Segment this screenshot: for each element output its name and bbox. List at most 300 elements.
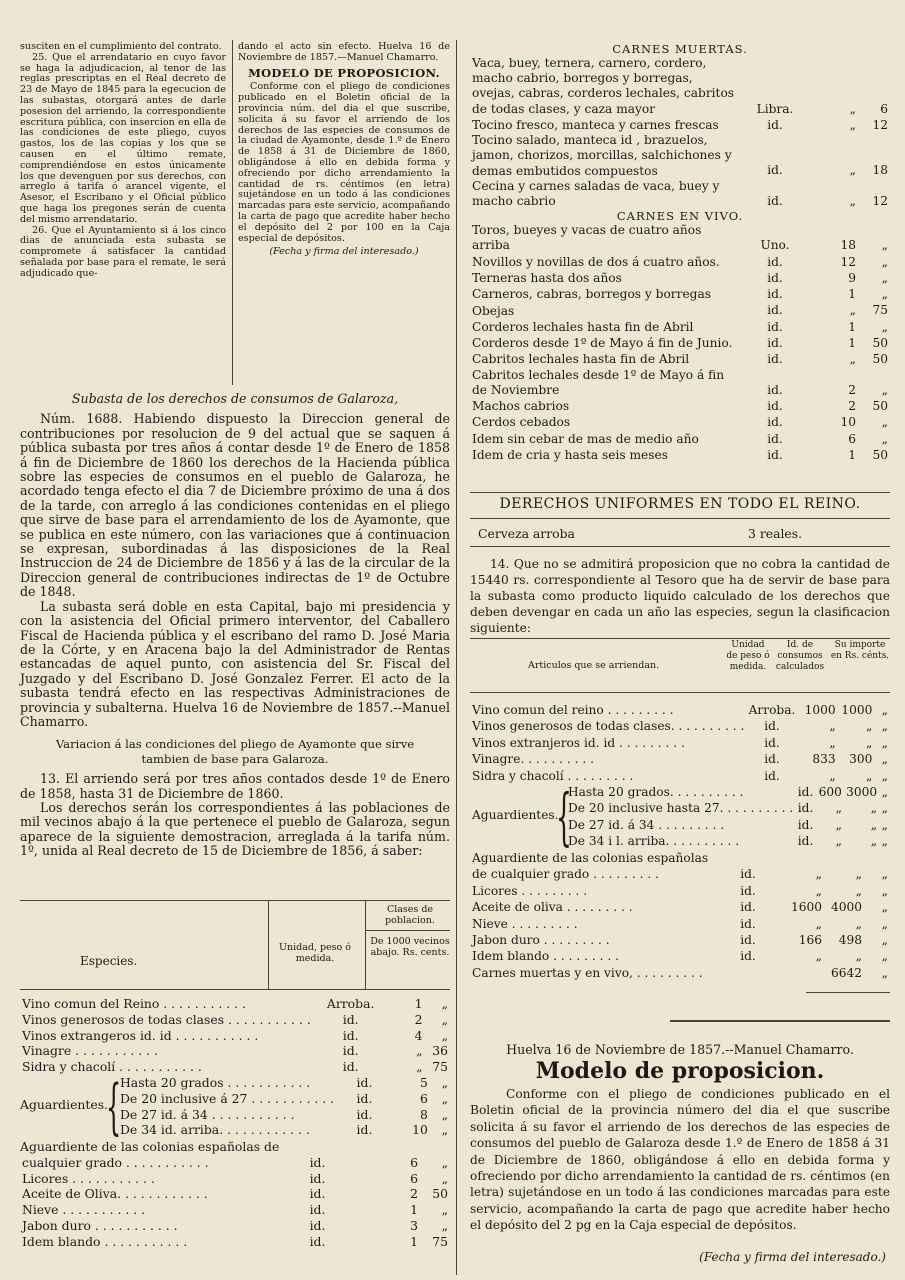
table-row xyxy=(470,414,890,430)
table-15-body xyxy=(470,702,890,992)
header-unit: Unidad de peso ó medida. xyxy=(726,640,770,672)
consumos-cell: „ xyxy=(829,719,836,734)
value-cell: „ xyxy=(849,117,856,132)
article-name: de cualquier grado . . . . . . . . . xyxy=(472,867,659,882)
cents-cell: 75 xyxy=(432,1059,448,1075)
cents-cell: „ xyxy=(881,916,888,931)
article-name: De 27 id. á 34 . . . . . . . . . xyxy=(568,817,725,832)
cents-cell: „ xyxy=(441,1106,448,1122)
subasta-section xyxy=(20,391,450,859)
cents-cell: „ xyxy=(441,1202,448,1218)
cents-cell: „ xyxy=(881,431,888,446)
article-name: Cerdos cebados xyxy=(472,415,571,430)
importe-cell: „ xyxy=(855,916,862,931)
table-row xyxy=(470,368,890,398)
subasta-paragraph-1: Núm. 1688. Habiendo dispuesto la Direccion general de contribuciones por resolucion de 9 del actual que se saquen á pública subasta por tres años á contar desde 1º de Enero de 1858 á fin de Diciembre de 1860 los derechos de la Hacienda pública sobre las especies de consumos en el pueblo de Galaroza, he acordado tenga efecto el dia 7 de Diciembre próximo de una á dos de la tarde, con arreglo á las condiciones contenidas en el pliego que sirve de base para el arrendamiento de los de Ayamonte, que se publica en este número, con las variaciones que á continuacion se expresan, subordinadas á las disposiciones de la Real Instruccion de 24 de Diciembre de 1856 y á las de la circular de la Direccion general de contribuciones indirectas de 1º de Octubre de 1848. xyxy=(20,411,450,600)
cents-cell: „ xyxy=(441,1154,448,1170)
species-name: Licores . . . . . . . . . . . xyxy=(22,1170,155,1186)
table-row xyxy=(470,302,890,318)
table-row xyxy=(470,932,890,948)
value-cell: 1 xyxy=(848,447,856,462)
article-name: Carneros, cabras, borregos y borregas xyxy=(472,287,711,302)
value-cell: 4 xyxy=(414,1027,423,1043)
table-row xyxy=(566,800,890,816)
unit-cell: id. xyxy=(764,752,780,767)
species-name: Vino comun del Reino . . . . . . . . . . . xyxy=(22,996,246,1011)
condition-14-text: 14. Que no se admitirá proposicion que no cobra la cantidad de 15440 rs. correspondiente al Tesoro que ha de servir de base para la subasta como producto liquido calculado de los derechos que deben devengar en cada un año las especies, segun la clasificacion siguiente: xyxy=(470,557,890,635)
value-cell: 6 xyxy=(410,1154,418,1170)
consumos-cell: „ xyxy=(815,867,822,882)
importe-cell: „ xyxy=(855,867,862,882)
value-cell: 3 xyxy=(410,1217,418,1233)
article-name: De 20 inclusive hasta 27. . . . . . . . . . xyxy=(568,801,794,816)
table-row xyxy=(118,1091,450,1107)
article-name: Vino comun del reino . . . . . . . . . xyxy=(472,703,674,717)
article-name: Cabritos lechales hasta fin de Abril xyxy=(472,352,690,367)
consumos-cell: 1000 xyxy=(804,703,836,717)
table-row xyxy=(470,270,890,286)
article-name: Novillos y novillas de dos á cuatro años. xyxy=(472,254,720,269)
consumos-cell: 833 xyxy=(812,752,836,767)
rule xyxy=(670,1020,890,1022)
cents-cell: 50 xyxy=(872,399,888,414)
unit-cell: id. xyxy=(342,1011,359,1027)
consumos-cell: „ xyxy=(835,817,842,832)
aguardientes-group xyxy=(20,1071,450,1142)
importe-cell: „ xyxy=(855,883,862,898)
cents-cell: „ xyxy=(881,785,888,800)
rule xyxy=(470,492,890,493)
table-row xyxy=(470,447,890,463)
cerveza-label: Cerveza arroba xyxy=(478,526,575,541)
table-row xyxy=(470,398,890,414)
unit-cell: id. xyxy=(767,193,783,208)
table-row xyxy=(20,1202,450,1218)
unit-cell: id. xyxy=(740,883,756,898)
table-row xyxy=(470,223,890,253)
table-row xyxy=(470,286,890,302)
table-13-header xyxy=(20,900,450,992)
importe-cell: „ xyxy=(870,834,878,849)
importe-cell: 300 xyxy=(849,752,873,767)
cents-cell: „ xyxy=(881,719,888,734)
header-species: Especies. xyxy=(80,954,138,968)
table-row xyxy=(20,1218,450,1234)
species-name: cualquier grado . . . . . . . . . . . xyxy=(22,1154,209,1170)
article-name: Carnes muertas y en vivo, . . . . . . . . . xyxy=(472,965,703,980)
article-name: Vinos generosos de todas clases. . . . . . . . . . xyxy=(472,719,745,734)
value-cell: 1 xyxy=(410,1202,418,1218)
unit-cell: id. xyxy=(342,1043,359,1059)
importe-cell: „ xyxy=(866,719,873,734)
species-name: Aceite de Oliva. . . . . . . . . . . . xyxy=(22,1186,208,1202)
table-row xyxy=(470,965,890,981)
species-name: Sidra y chacolí . . . . . . . . . . . xyxy=(22,1059,202,1075)
table-row xyxy=(118,1107,450,1123)
header-class: Clases de poblacion. xyxy=(385,904,435,926)
article-name: Toros, bueyes y vacas de cuatro años arriba xyxy=(472,223,702,253)
unit-cell: Uno. xyxy=(760,238,790,253)
model-galaroza xyxy=(470,1086,890,1246)
aguardientes-label: Aguardientes. xyxy=(20,1096,108,1112)
unit-cell: id. xyxy=(740,949,756,964)
cents-cell: „ xyxy=(441,1011,448,1027)
importe-cell: 1000 xyxy=(841,703,873,717)
unit-cell: id. xyxy=(767,431,783,446)
consumos-cell: „ xyxy=(835,801,842,816)
unit-cell xyxy=(722,965,774,981)
article-name: Idem de cria y hasta seis meses xyxy=(472,448,668,462)
unit-cell: Libra. xyxy=(756,101,794,116)
table-row xyxy=(470,335,890,351)
article-name: Machos cabrios xyxy=(472,399,570,414)
cents-cell: 50 xyxy=(432,1186,448,1202)
cerveza-value: 3 reales. xyxy=(748,526,803,541)
table-row xyxy=(470,319,890,335)
cents-cell: 50 xyxy=(872,352,888,367)
header-value: De 1000 vecinos abajo. Rs. cents. xyxy=(370,936,450,958)
unit-cell: id. xyxy=(767,254,783,269)
species-name: De 34 id. arriba. . . . . . . . . . . . xyxy=(120,1122,310,1138)
header-unit: Unidad, peso ó medida. xyxy=(278,942,352,964)
cents-cell: 75 xyxy=(432,1233,448,1249)
value-cell: „ xyxy=(849,352,856,367)
cents-cell: „ xyxy=(441,1074,448,1090)
closing-line: Huelva 16 de Noviembre de 1857.--Manuel Chamarro. xyxy=(506,1042,854,1057)
value-cell: 9 xyxy=(848,270,856,285)
value-cell: 2 xyxy=(848,382,856,397)
table-row xyxy=(470,883,890,899)
signature-galaroza: (Fecha y firma del interesado.) xyxy=(699,1250,886,1264)
table-row xyxy=(118,1122,450,1138)
table-row xyxy=(20,996,450,1012)
cents-cell: „ xyxy=(881,817,888,832)
value-cell: „ xyxy=(849,163,856,178)
cents-cell: „ xyxy=(881,900,888,915)
article-name: De 34 i l. arriba. . . . . . . . . . xyxy=(568,834,740,849)
table-row xyxy=(470,117,890,133)
unit-cell: id. xyxy=(356,1074,373,1090)
value-cell: 5 xyxy=(420,1074,428,1090)
article-name: Sidra y chacolí . . . . . . . . . xyxy=(472,768,634,783)
importe-cell: 3000 xyxy=(846,785,878,800)
consumos-cell: „ xyxy=(815,916,822,931)
model-text-galaroza: Conforme con el pliego de condiciones publicado en el Boletin oficial de la provincia número del dia el que suscribe solicita á su favor el arriendo de los derechos de las especies de consumos del pueblo de Galaroza desde 1.º de Enero de 1858 á 31 de Diciembre de 1860, obligándose á ello en debida forma y ofreciendo por dicho arrendamiento la cantidad de rs. céntimos (en letra) sujetándose en un todo á las condiciones marcadas para este servicio, acompañando la carta de pago que acredite haber hecho el depósito del 2 pg en la Caja especial de depósitos. xyxy=(470,1087,890,1233)
species-name: De 27 id. á 34 . . . . . . . . . . . xyxy=(120,1106,295,1122)
value-cell: 18 xyxy=(840,238,856,253)
rule xyxy=(470,518,890,519)
consumos-cell: „ xyxy=(815,883,822,898)
article-name: Corderos lechales hasta fin de Abril xyxy=(472,319,694,334)
cents-cell: 50 xyxy=(872,447,888,462)
cents-cell: „ xyxy=(441,1090,448,1106)
table-row xyxy=(20,1155,450,1171)
cents-cell: „ xyxy=(881,768,888,783)
cents-cell: „ xyxy=(881,965,888,980)
table-row xyxy=(20,1171,450,1187)
paragraph-26: 26. Que el Ayuntamiento si á los cinco dias de anunciada esta subasta se compromete á satisfacer la cantidad señalada por base para el remate, le será adjudicado que- xyxy=(20,224,226,279)
consumos-cell: „ xyxy=(835,834,842,849)
unit-cell: id. xyxy=(767,270,783,285)
consumos-cell: „ xyxy=(815,949,822,964)
value-cell: 2 xyxy=(848,399,856,414)
article-name: Idem sin cebar de mas de medio año xyxy=(472,431,699,446)
value-cell: „ xyxy=(416,1043,423,1059)
value-cell: 6 xyxy=(410,1170,418,1186)
cents-cell: „ xyxy=(881,319,888,334)
table-row xyxy=(470,916,890,932)
value-cell: „ xyxy=(849,101,856,116)
unit-cell: id. xyxy=(767,163,783,178)
table-row xyxy=(470,948,890,964)
table-row xyxy=(470,431,890,447)
article-name: Tocino salado, manteca id , brazuelos, jamon, chorizos, morcillas, salchichones y demas embutidos compuestos xyxy=(472,133,732,178)
article-name: Cecina y carnes saladas de vaca, buey y macho cabrio xyxy=(472,178,720,208)
cents-cell: 6 xyxy=(880,101,888,116)
brace-icon: { xyxy=(106,1071,122,1142)
consumos-cell: 600 xyxy=(818,785,842,800)
species-name: Idem blando . . . . . . . . . . . xyxy=(22,1233,188,1249)
value-cell: 6 xyxy=(420,1090,428,1106)
value-cell: 2 xyxy=(410,1186,418,1202)
signature-ayamonte: (Fecha y firma del interesado.) xyxy=(269,246,419,258)
header-consumos: Id. de consumos calculados xyxy=(775,640,825,672)
cerveza-row xyxy=(478,526,878,541)
cents-cell: „ xyxy=(441,1027,448,1043)
species-name: De 20 inclusive á 27 . . . . . . . . . . . xyxy=(120,1090,335,1106)
importe-cell: „ xyxy=(866,768,873,783)
cents-cell: „ xyxy=(441,1170,448,1186)
table-row xyxy=(470,179,890,209)
unit-cell: id. xyxy=(309,1186,326,1202)
condition-13-b: Los derechos serán los correspondientes á las poblaciones de mil vecinos abajo á la que pertenece el pueblo de Galaroza, segun aparece de la siguiente demostracion, arreglada á la tarifa núm. 1º, unida al Real decreto de 15 de Diciembre de 1856, á saber: xyxy=(20,799,450,859)
table-row xyxy=(20,1234,450,1250)
unit-cell: id. xyxy=(356,1106,373,1122)
unit-cell: Arroba. xyxy=(748,703,796,717)
value-cell: 1 xyxy=(848,287,856,302)
cents-cell: 75 xyxy=(872,303,888,318)
importe-cell: „ xyxy=(870,817,878,832)
colonias-label: Aguardiente de las colonias españolas xyxy=(472,851,709,866)
consumos-cell: 1600 xyxy=(790,900,822,915)
unit-cell: id. xyxy=(767,352,783,367)
unit-cell: id. xyxy=(767,287,783,302)
value-cell: 8 xyxy=(420,1106,428,1122)
cents-cell: „ xyxy=(881,735,888,750)
article-name: Terneras hasta dos años xyxy=(472,270,622,285)
unit-cell: id. xyxy=(767,336,783,351)
cents-cell: „ xyxy=(881,867,888,882)
table-row xyxy=(20,1012,450,1028)
paragraph-24-end: susciten en el cumplimiento del contrato. xyxy=(20,41,222,52)
cents-cell: „ xyxy=(881,703,888,717)
column-divider-center xyxy=(456,40,457,1275)
colonias-label: Aguardiente de las colonias españolas de xyxy=(20,1138,280,1154)
cents-cell: „ xyxy=(441,996,448,1011)
cents-cell: „ xyxy=(881,801,888,816)
unit-cell: id. xyxy=(764,768,780,783)
value-cell: 1 xyxy=(848,319,856,334)
unit-cell: id. xyxy=(309,1233,326,1249)
column-1 xyxy=(20,42,226,387)
table-15-header xyxy=(470,638,890,696)
species-name: Vinagre . . . . . . . . . . . xyxy=(22,1043,158,1059)
value-cell: „ xyxy=(849,303,856,318)
cents-cell: „ xyxy=(881,949,888,964)
article-name: Aceite de oliva . . . . . . . . . xyxy=(472,900,633,915)
species-name: Nieve . . . . . . . . . . . xyxy=(22,1202,146,1218)
consumos-cell: „ xyxy=(829,768,836,783)
unit-cell: id. xyxy=(797,801,814,816)
derechos-heading: DERECHOS UNIFORMES EN TODO EL REINO. xyxy=(499,496,861,512)
cents-cell: „ xyxy=(881,415,888,430)
table-row xyxy=(20,1028,450,1044)
table-row xyxy=(470,866,890,882)
cents-cell: „ xyxy=(881,270,888,285)
unit-cell: id. xyxy=(767,117,783,132)
value-cell: 1 xyxy=(410,1233,418,1249)
table-row xyxy=(470,751,890,767)
table-row xyxy=(566,833,890,849)
species-name: Vinos extrangeros id. id . . . . . . . . . . . xyxy=(22,1027,259,1043)
brace-icon: { xyxy=(556,780,572,854)
unit-cell: id. xyxy=(342,1027,359,1043)
value-cell: 10 xyxy=(412,1122,428,1138)
table-row xyxy=(470,768,890,784)
unit-cell: id. xyxy=(356,1090,373,1106)
unit-cell: id. xyxy=(740,933,756,948)
unit-cell: id. xyxy=(767,382,783,397)
cents-cell: „ xyxy=(881,287,888,302)
table-row xyxy=(470,702,890,718)
species-name: Hasta 20 grados . . . . . . . . . . . xyxy=(120,1074,311,1090)
value-cell: 12 xyxy=(840,254,856,269)
unit-cell: id. xyxy=(797,785,814,800)
table-row xyxy=(470,351,890,367)
article-name: Idem blando . . . . . . . . . xyxy=(472,949,619,964)
value-cell: 1 xyxy=(848,336,856,351)
condition-13: 13. El arriendo será por tres años contados desde 1º de Enero de 1858, hasta 31 de Diciembre de 1860. xyxy=(20,771,450,801)
aguardientes-group xyxy=(470,780,890,854)
table-row xyxy=(470,254,890,270)
aguardientes-label: Aguardientes. xyxy=(472,808,559,823)
article-name: Vinagre. . . . . . . . . . xyxy=(472,752,595,767)
cents-cell: „ xyxy=(881,382,888,397)
unit-cell: id. xyxy=(740,900,756,915)
unit-cell: id. xyxy=(356,1122,373,1138)
unit-cell: id. xyxy=(740,867,756,882)
consumos-cell xyxy=(774,965,824,981)
cents-cell: „ xyxy=(881,933,888,948)
article-name: Licores . . . . . . . . . xyxy=(472,883,588,898)
species-name: Vinos generosos de todas clases . . . . . . . . . . . xyxy=(22,1011,311,1027)
paragraph-25: 25. Que el arrendatario en cuyo favor se haga la adjudicacion, al tenor de las reglas prescriptas en el Real decreto de 23 de Mayo de 1845 para la egecucion de las subastas, otorgará antes de darle posesion del arriendo, la correspondiente escritura pública, con insercion en ella de las condiciones de este pliego, cuyos gastos, los de las copias y los que se causen en el último remate, comprendiéndose en estos únicamente los que devenguen por sus derechos, con arreglo á tarifa ó arancel vigente, el Asesor, el Escribano y el Oficial público que haga los pregones serán de cuenta del mismo arrendatario. xyxy=(20,51,226,225)
table-row xyxy=(470,56,890,117)
importe-cell: 498 xyxy=(838,933,862,948)
cents-cell: 12 xyxy=(872,193,888,208)
table-row xyxy=(470,735,890,751)
unit-cell: id. xyxy=(309,1154,326,1170)
importe-cell: „ xyxy=(855,949,862,964)
unit-cell: id. xyxy=(797,834,814,849)
cents-cell: „ xyxy=(881,883,888,898)
rule xyxy=(470,546,890,547)
table-row xyxy=(566,817,890,833)
carnes-muertas-heading: CARNES MUERTAS. xyxy=(612,42,748,56)
unit-cell: id. xyxy=(767,415,783,430)
importe-cell: 6642 xyxy=(830,965,862,980)
article-name: Obejas xyxy=(472,303,515,318)
unit-cell: id. xyxy=(767,447,783,462)
unit-cell: id. xyxy=(764,719,780,734)
model-title-ayamonte: MODELO DE PROPOSICION. xyxy=(248,65,440,80)
table-row xyxy=(20,1059,450,1075)
unit-cell: id. xyxy=(309,1217,326,1233)
subasta-title: Subasta de los derechos de consumos de Galaroza, xyxy=(71,391,399,406)
cents-cell: „ xyxy=(441,1122,448,1138)
article-name: Nieve . . . . . . . . . xyxy=(472,916,578,931)
table-row xyxy=(20,1186,450,1202)
unit-cell: id. xyxy=(797,817,814,832)
cents-cell: „ xyxy=(881,238,888,253)
article-name: Vinos extranjeros id. id . . . . . . . . . xyxy=(472,735,685,750)
article-name: Jabon duro . . . . . . . . . xyxy=(472,933,610,948)
table-row xyxy=(566,784,890,800)
unit-cell: id. xyxy=(767,303,783,318)
value-cell: 6 xyxy=(848,431,856,446)
article-name: Hasta 20 grados. . . . . . . . . . xyxy=(568,785,744,800)
rule xyxy=(806,992,890,993)
cents-cell: „ xyxy=(881,752,888,767)
cents-cell: 12 xyxy=(872,117,888,132)
subasta-paragraph-2: La subasta será doble en esta Capital, bajo mi presidencia y con la asistencia del Oficial primero interventor, del Caballero Fiscal de Hacienda pública y el escribano del ramo D. José Maria de la Córte, y en Aracena bajo la del Administrador de Rentas estancadas de aquel punto, con asistencia del Sr. Fiscal del Juzgado y del Escribano D. José Gonzalez Ferrer. El acto de la subasta tendrá efecto en las respectivas Administraciones de provincia y subalterna. Huelva 16 de Noviembre de 1857.--Manuel Chamarro. xyxy=(20,598,450,729)
unit-cell: id. xyxy=(309,1202,326,1218)
right-tariff xyxy=(470,42,890,490)
article-name: Corderos desde 1º de Mayo á fin de Junio. xyxy=(472,336,733,351)
consumos-cell: „ xyxy=(829,735,836,750)
cents-cell: 36 xyxy=(432,1043,448,1059)
article-name: Vaca, buey, ternera, carnero, cordero, macho cabrio, borregos y borregas, ovejas, cabras, corderos lechales, cabritos de todas clases, y caza mayor xyxy=(472,56,735,116)
importe-cell: „ xyxy=(870,801,878,816)
cents-cell: „ xyxy=(881,254,888,269)
variation-heading: Variacion á las condiciones del pliego de Ayamonte que sirve tambien de base para Galaroza. xyxy=(55,737,415,766)
value-cell: 1 xyxy=(414,996,423,1011)
cents-cell: „ xyxy=(881,834,888,849)
unit-cell: id. xyxy=(740,916,756,931)
cents-cell: 50 xyxy=(872,336,888,351)
table-row xyxy=(20,1043,450,1059)
unit-cell: id. xyxy=(764,735,780,750)
value-cell: 10 xyxy=(840,415,856,430)
condition-14 xyxy=(470,556,890,640)
cents-cell: 18 xyxy=(872,163,888,178)
value-cell: 2 xyxy=(414,1011,423,1027)
article-name: Tocino fresco, manteca y carnes frescas xyxy=(472,117,719,132)
cents-cell: „ xyxy=(441,1217,448,1233)
table-row xyxy=(118,1075,450,1091)
table-row xyxy=(470,899,890,915)
importe-cell: „ xyxy=(866,735,873,750)
table-row xyxy=(470,718,890,734)
importe-cell: 4000 xyxy=(830,900,862,915)
model-text-ayamonte: Conforme con el pliego de condiciones publicado en el Boletin oficial de la provincia núm. del dia el que suscribe, solicita á su favor el arriendo de los derechos de las especies de consumos de la ciudad de Ayamonte, desde 1.º de Enero de 1858 á 31 de Diciembre de 1860, obligándose á ello en debida forma y ofreciendo por dicho arrendamiento la cantidad de rs. céntimos (en letra) sujetándose en un todo á las condiciones marcadas para este servicio, acompañando la carta de pago que acredite haber hecho el depósito del 2 por 100 en la Caja especial de depósitos. xyxy=(238,81,450,244)
carnes-vivo-heading: CARNES EN VIVO. xyxy=(616,209,744,224)
model-title-galaroza: Modelo de proposicion. xyxy=(535,1058,825,1084)
unit-cell: id. xyxy=(309,1170,326,1186)
header-importe: Su importe en Rs. cénts. xyxy=(830,640,890,661)
value-cell: „ xyxy=(849,193,856,208)
unit-cell: id. xyxy=(342,1059,359,1075)
